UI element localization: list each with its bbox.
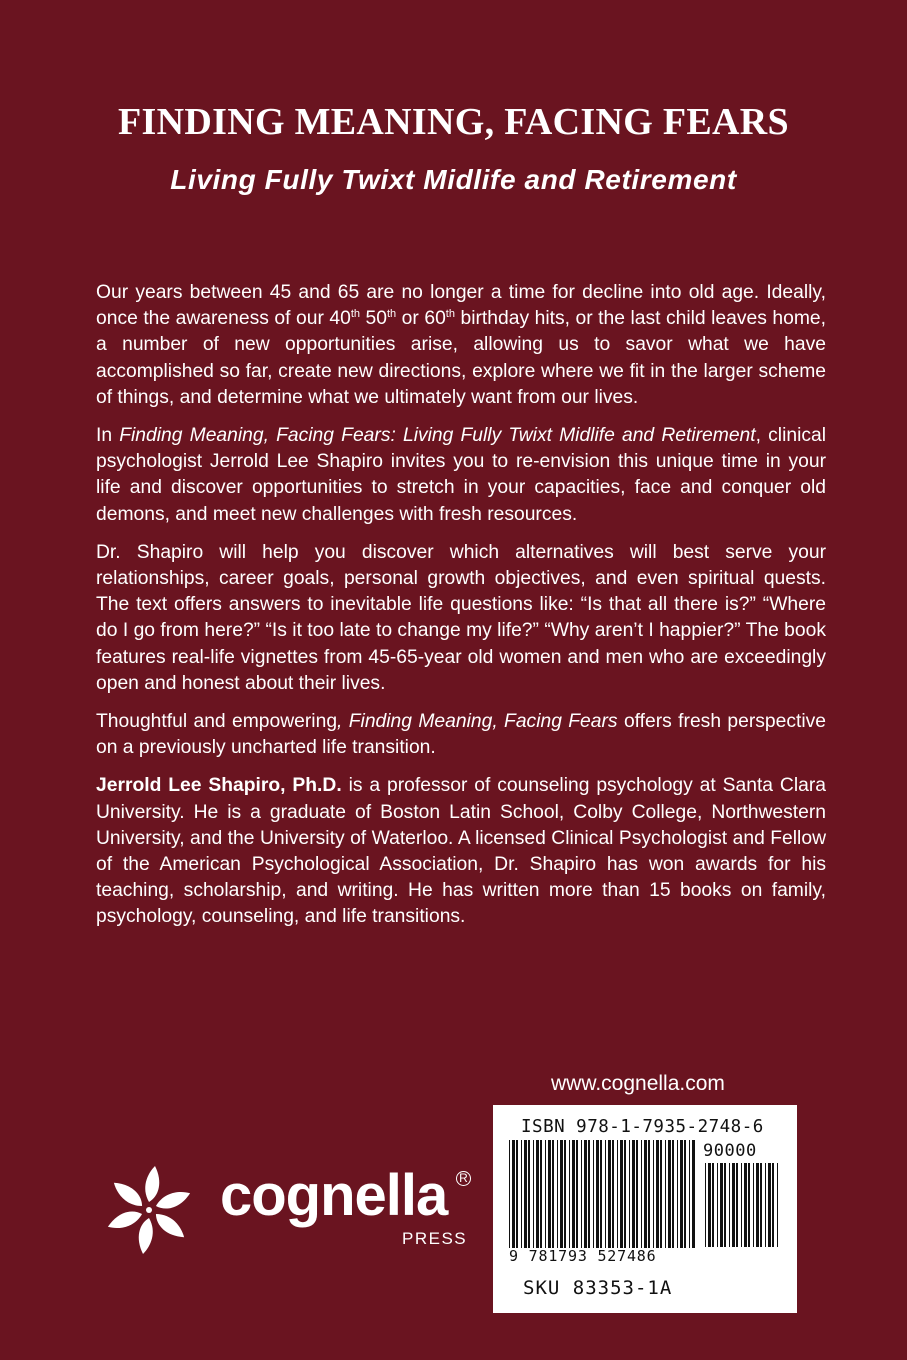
barcode-bar bbox=[729, 1163, 730, 1247]
barcode-bar bbox=[677, 1140, 678, 1248]
isbn-barcode bbox=[507, 1140, 697, 1248]
barcode-bar bbox=[708, 1163, 711, 1247]
barcode-bar bbox=[620, 1140, 623, 1248]
barcode-bar bbox=[741, 1163, 742, 1247]
barcode-bar bbox=[540, 1140, 542, 1248]
author-bio-paragraph: Jerrold Lee Shapiro, Ph.D. is a professor of counseling psychology at Santa Clara University. He is a graduate of Boston Latin School, Colby College, Northwestern University, and the University of Waterloo. A licensed Clinical Psychologist and Fellow of the American Psychological Association, Dr. Shapiro has won awards for his teaching, scholarship, and writing. He has written more than 15 books on family, psychology, counseling, and life transitions. bbox=[96, 775, 826, 928]
barcode-bar bbox=[636, 1140, 638, 1248]
closing-paragraph: Thoughtful and empowering, Finding Meaning, Facing Fears offers fresh perspective on a previously uncharted life transition. bbox=[96, 711, 827, 759]
barcode-bar bbox=[624, 1140, 626, 1248]
barcode-bar bbox=[660, 1140, 662, 1248]
barcode-bar bbox=[648, 1140, 650, 1248]
flower-logo-icon bbox=[94, 1155, 204, 1265]
barcode-bar bbox=[724, 1163, 726, 1247]
publisher-imprint: PRESS bbox=[402, 1229, 468, 1248]
barcode-bar bbox=[516, 1140, 518, 1248]
barcode-bar bbox=[617, 1140, 618, 1248]
barcode-bar bbox=[545, 1140, 546, 1248]
book-title-inline: , Finding Meaning, Facing Fears bbox=[337, 711, 618, 733]
author-name: Jerrold Lee Shapiro, Ph.D. bbox=[96, 775, 342, 797]
barcode-bar bbox=[748, 1163, 750, 1247]
barcode-bar bbox=[588, 1140, 590, 1248]
barcode-bar bbox=[720, 1163, 723, 1247]
barcode-bar bbox=[521, 1140, 522, 1248]
barcode-bar bbox=[509, 1140, 510, 1248]
barcode-bar bbox=[712, 1163, 714, 1247]
barcode-bar bbox=[512, 1140, 515, 1248]
barcode-digits: 9 781793 527486 bbox=[509, 1247, 657, 1265]
intro-paragraph: Our years between 45 and 65 are no longer a time for decline into old age. Ideally, once the awareness of our 40th 50th or 60th birthday hits, or the last child leaves home, a number of new opportunities arise, allowing us to savor what we have accomplished so far, create new directions, explore where we fit in the larger scheme of things, and determine what we ultimately want from our lives. bbox=[96, 282, 826, 408]
barcode-bar bbox=[717, 1163, 718, 1247]
barcode-bar bbox=[536, 1140, 539, 1248]
barcode-bar bbox=[665, 1140, 666, 1248]
barcode-bar bbox=[528, 1140, 530, 1248]
barcode-bar bbox=[629, 1140, 630, 1248]
price-barcode bbox=[703, 1163, 781, 1247]
barcode-bar bbox=[644, 1140, 647, 1248]
barcode-bar bbox=[692, 1140, 695, 1248]
barcode-bar bbox=[524, 1140, 527, 1248]
publisher-logo-wordmark: cognella bbox=[220, 1163, 448, 1228]
book-subtitle: Living Fully Twixt Midlife and Retirement bbox=[170, 164, 737, 195]
barcode-bar bbox=[653, 1140, 654, 1248]
barcode-block bbox=[493, 1105, 797, 1313]
barcode-bar bbox=[672, 1140, 674, 1248]
barcode-bar bbox=[760, 1163, 762, 1247]
barcode-bar bbox=[756, 1163, 759, 1247]
barcode-bar bbox=[772, 1163, 774, 1247]
barcode-bar bbox=[572, 1140, 575, 1248]
barcode-bar bbox=[533, 1140, 534, 1248]
barcode-bar bbox=[581, 1140, 582, 1248]
barcode-bar bbox=[612, 1140, 614, 1248]
questions-paragraph: Dr. Shapiro will help you discover which alternatives will best serve your relationships, career goals, personal growth objectives, and even spiritual quests. The text offers answers to inevitable life questions like: “Is that all there is?” “Where do I go from here?” “Is it too late to change my life?” “Why aren’t I happier?” The book features real-life vignettes from 45-65-year old women and men who are exceedingly open and honest about their lives. bbox=[96, 541, 826, 694]
barcode-bar bbox=[600, 1140, 602, 1248]
barcode-bar bbox=[593, 1140, 594, 1248]
barcode-bar bbox=[777, 1163, 778, 1247]
publisher-website: www.cognella.com bbox=[551, 1072, 725, 1095]
barcode-bar bbox=[569, 1140, 570, 1248]
barcode-bar bbox=[584, 1140, 587, 1248]
barcode-bar bbox=[668, 1140, 671, 1248]
barcode-bar bbox=[557, 1140, 558, 1248]
summary-paragraph: In Finding Meaning, Facing Fears: Living Fully Twixt Midlife and Retirement, clinical psychologist Jerrold Lee Shapiro invites you to re-envision this unique time in your life and discover opportunities to stretch in your capacities, face and conquer old demons, and meet new challenges with fresh resources. bbox=[96, 425, 827, 525]
barcode-bar bbox=[732, 1163, 735, 1247]
barcode-bar bbox=[684, 1140, 686, 1248]
barcode-bar bbox=[765, 1163, 766, 1247]
barcode-bar bbox=[768, 1163, 771, 1247]
back-cover-description bbox=[96, 280, 826, 943]
barcode-bar bbox=[656, 1140, 659, 1248]
barcode-bar bbox=[680, 1140, 683, 1248]
barcode-bar bbox=[548, 1140, 551, 1248]
barcode-bar bbox=[608, 1140, 611, 1248]
barcode-bar bbox=[560, 1140, 563, 1248]
barcode-bar bbox=[689, 1140, 690, 1248]
barcode-bar bbox=[641, 1140, 642, 1248]
barcode-bar bbox=[632, 1140, 635, 1248]
barcode-bar bbox=[744, 1163, 747, 1247]
barcode-bar bbox=[552, 1140, 554, 1248]
registered-mark: R bbox=[456, 1171, 471, 1186]
barcode-bar bbox=[705, 1163, 706, 1247]
barcode-bar bbox=[596, 1140, 599, 1248]
book-title-inline: Finding Meaning, Facing Fears: Living Fully Twixt Midlife and Retirement bbox=[119, 425, 756, 447]
barcode-bar bbox=[753, 1163, 754, 1247]
sku-text: SKU 83353-1A bbox=[523, 1277, 673, 1299]
isbn-text: ISBN 978-1-7935-2748-6 bbox=[521, 1117, 764, 1137]
barcode-bar bbox=[605, 1140, 606, 1248]
barcode-bar bbox=[564, 1140, 566, 1248]
price-code: 90000 bbox=[703, 1141, 757, 1161]
barcode-bar bbox=[736, 1163, 738, 1247]
book-title: FINDING MEANING, FACING FEARS bbox=[118, 101, 789, 143]
barcode-bar bbox=[576, 1140, 578, 1248]
